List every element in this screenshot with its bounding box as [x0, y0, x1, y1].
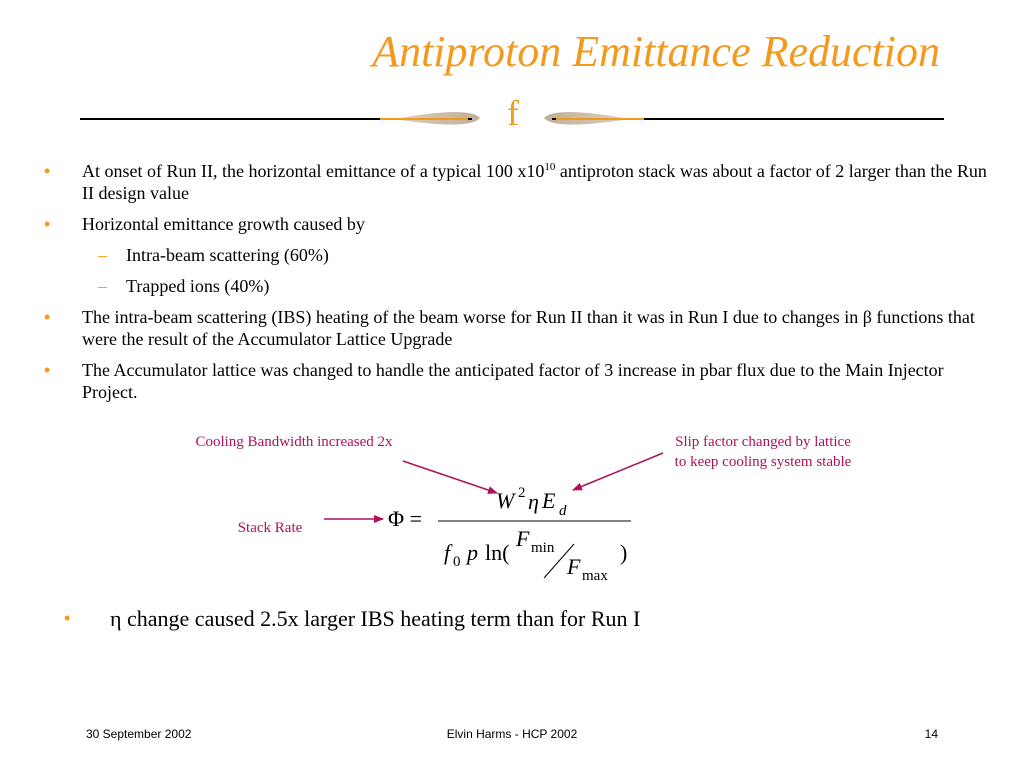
bullet-icon: • [44, 307, 51, 327]
bullet-icon: • [64, 608, 71, 628]
formula-lhs: Φ = [388, 506, 422, 531]
bullet-icon: • [44, 161, 51, 181]
annotation-cooling-bandwidth: Cooling Bandwidth increased 2x [195, 434, 393, 450]
bullet-text: At onset of Run II, the horizontal emittance of a typical 100 x10 [82, 161, 545, 181]
bullet-icon: • [44, 360, 51, 380]
bullet-text-cont: antiproton stack was about a factor of 2 larger than the Run II design value [82, 161, 987, 203]
formula-Fmax-F: F [567, 554, 581, 579]
formula-Fmin-F: F [516, 526, 530, 551]
formula-Fmin-sub: min [531, 540, 555, 556]
formula-close-paren: ) [620, 540, 628, 565]
formula-W: W [496, 488, 515, 513]
bullet-text: The Accumulator lattice was changed to handle the anticipated factor of 3 increase in pbar flux due to the Main Injector Project. [82, 360, 944, 402]
dash-icon: – [98, 245, 107, 265]
page-number: 14 [924, 727, 938, 741]
formula-eta: η [528, 489, 539, 514]
formula-exp: 2 [518, 485, 526, 501]
bullet-icon: • [44, 214, 51, 234]
formula-E: E [542, 488, 556, 513]
dash-icon: – [98, 276, 107, 296]
formula-f: f [444, 540, 451, 565]
bullet-text: The intra-beam scattering (IBS) heating of the beam worse for Run II than it was in Run I due to changes in β functions that were the result of the Accumulator Lattice Upgrade [82, 307, 975, 349]
footer-author: Elvin Harms - HCP 2002 [446, 727, 578, 741]
annotation-slip-factor: Slip factor changed by lattice to keep cooling system stable [674, 434, 852, 470]
bullet-text: Horizontal emittance growth caused by [82, 214, 365, 234]
stack-rate-formula [386, 484, 636, 584]
sub-bullet-text: Intra-beam scattering (60%) [126, 245, 329, 265]
bullet-superscript: 10 [544, 161, 556, 173]
formula-ln: ln( [485, 540, 510, 565]
formula-Fmax-sub: max [582, 568, 608, 584]
formula-p: p [467, 540, 478, 565]
bottom-bullet [64, 606, 640, 632]
slide-title: Antiproton Emittance Reduction [372, 27, 940, 76]
formula-Ed-sub: d [559, 503, 567, 519]
sub-bullet-text: Trapped ions (40%) [126, 276, 270, 296]
formula-f0-sub: 0 [453, 554, 461, 570]
annotation-stack-rate: Stack Rate [237, 520, 303, 536]
divider-glyph: f [507, 93, 519, 133]
bottom-bullet-text: η change caused 2.5x larger IBS heating term than for Run I [110, 606, 641, 631]
footer-date: 30 September 2002 [86, 727, 192, 741]
